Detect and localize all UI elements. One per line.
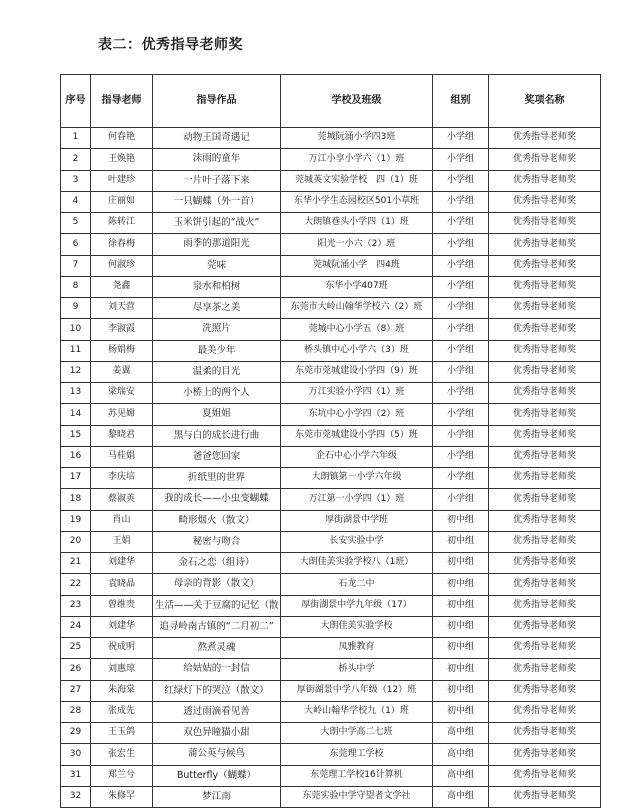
cell-teacher: 郑兰兮 <box>91 765 153 786</box>
cell-group: 小学组 <box>433 149 489 170</box>
cell-work: 追寻岭南古镇的“二月初二” <box>153 616 281 637</box>
cell-group: 初中组 <box>433 510 489 531</box>
cell-teacher: 朱海棠 <box>91 680 153 701</box>
table-row <box>61 170 601 191</box>
cell-teacher: 苏见嫦 <box>91 404 153 425</box>
cell-index: 1 <box>61 128 91 149</box>
cell-school: 东莞市莞城建设小学四（9）班 <box>281 361 433 382</box>
cell-teacher: 庄丽如 <box>91 191 153 212</box>
cell-teacher: 何春艳 <box>91 128 153 149</box>
cell-school: 阳光一小六（2）班 <box>281 234 433 255</box>
table-row <box>61 298 601 319</box>
cell-work: 给姑姑的一封信 <box>153 659 281 680</box>
cell-school: 厚街湖景中学八年级（12）班 <box>281 680 433 701</box>
cell-group: 初中组 <box>433 659 489 680</box>
cell-award: 优秀指导老师奖 <box>489 468 601 489</box>
cell-award: 优秀指导老师奖 <box>489 234 601 255</box>
cell-school: 东莞理工学校16计算机 <box>281 765 433 786</box>
cell-work: 梦江南 <box>153 786 281 807</box>
cell-teacher: 祝成明 <box>91 638 153 659</box>
cell-index: 18 <box>61 489 91 510</box>
cell-index: 30 <box>61 744 91 765</box>
cell-school: 厚街湖景中学班 <box>281 510 433 531</box>
cell-teacher: 张宏生 <box>91 744 153 765</box>
table-row <box>61 425 601 446</box>
cell-group: 初中组 <box>433 701 489 722</box>
cell-work: 玉米饼引起的“战火” <box>153 213 281 234</box>
table-row <box>61 489 601 510</box>
cell-teacher: 王焕艳 <box>91 149 153 170</box>
cell-school: 长安实验中学 <box>281 531 433 552</box>
cell-award: 优秀指导老师奖 <box>489 701 601 722</box>
cell-teacher: 蔡淑英 <box>91 489 153 510</box>
table-row <box>61 531 601 552</box>
cell-index: 17 <box>61 468 91 489</box>
cell-teacher: 王玉鸽 <box>91 723 153 744</box>
cell-teacher: 李淑霞 <box>91 319 153 340</box>
cell-work: 洗照片 <box>153 319 281 340</box>
header-award: 奖项名称 <box>489 75 601 128</box>
cell-school: 东坑中心小学四（2）班 <box>281 404 433 425</box>
cell-index: 16 <box>61 446 91 467</box>
cell-index: 29 <box>61 723 91 744</box>
cell-group: 小学组 <box>433 340 489 361</box>
cell-group: 高中组 <box>433 765 489 786</box>
cell-award: 优秀指导老师奖 <box>489 595 601 616</box>
cell-index: 21 <box>61 553 91 574</box>
cell-index: 4 <box>61 191 91 212</box>
cell-work: 一只蝴蝶（外一首） <box>153 191 281 212</box>
cell-index: 14 <box>61 404 91 425</box>
cell-group: 初中组 <box>433 553 489 574</box>
cell-work: 泉水和柏树 <box>153 276 281 297</box>
cell-school: 东莞市大岭山翰华学校六（2）班 <box>281 298 433 319</box>
cell-index: 19 <box>61 510 91 531</box>
cell-award: 优秀指导老师奖 <box>489 383 601 404</box>
cell-award: 优秀指导老师奖 <box>489 276 601 297</box>
cell-index: 3 <box>61 170 91 191</box>
cell-group: 初中组 <box>433 574 489 595</box>
cell-teacher: 袁晓晶 <box>91 574 153 595</box>
cell-group: 小学组 <box>433 213 489 234</box>
cell-school: 大朗佳美实验学校八（1班） <box>281 553 433 574</box>
cell-school: 大朗中学高二七班 <box>281 723 433 744</box>
cell-award: 优秀指导老师奖 <box>489 616 601 637</box>
cell-group: 小学组 <box>433 255 489 276</box>
table-row <box>61 701 601 722</box>
cell-work: 夏姐姐 <box>153 404 281 425</box>
cell-award: 优秀指导老师奖 <box>489 446 601 467</box>
cell-index: 32 <box>61 786 91 807</box>
cell-school: 大岭山翰华学校九（1）班 <box>281 701 433 722</box>
cell-award: 优秀指导老师奖 <box>489 659 601 680</box>
cell-group: 小学组 <box>433 404 489 425</box>
cell-work: 畸形烟火（散文） <box>153 510 281 531</box>
table-header-row <box>61 75 601 128</box>
table-row <box>61 234 601 255</box>
cell-index: 9 <box>61 298 91 319</box>
table-row <box>61 574 601 595</box>
header-work: 指导作品 <box>153 75 281 128</box>
cell-award: 优秀指导老师奖 <box>489 531 601 552</box>
table-row <box>61 638 601 659</box>
award-table <box>60 74 601 808</box>
table-row <box>61 553 601 574</box>
cell-school: 万江小享小学六（1）班 <box>281 149 433 170</box>
cell-group: 高中组 <box>433 786 489 807</box>
cell-work: 黑与白的成长进行曲 <box>153 425 281 446</box>
cell-school: 莞城阮涌小学四3班 <box>281 128 433 149</box>
table-row <box>61 595 601 616</box>
cell-award: 优秀指导老师奖 <box>489 170 601 191</box>
cell-school: 莞城中心小学五（8）班 <box>281 319 433 340</box>
cell-work: 生活——关于豆腐的记忆（散 <box>153 595 281 616</box>
cell-work: 金石之恋（组诗） <box>153 553 281 574</box>
cell-group: 小学组 <box>433 383 489 404</box>
table-row <box>61 723 601 744</box>
cell-group: 小学组 <box>433 446 489 467</box>
cell-teacher: 叶建珍 <box>91 170 153 191</box>
cell-work: 动物王国奇遇记 <box>153 128 281 149</box>
table-row <box>61 319 601 340</box>
cell-teacher: 陈转江 <box>91 213 153 234</box>
cell-group: 小学组 <box>433 191 489 212</box>
table-row <box>61 255 601 276</box>
cell-teacher: 曾维贵 <box>91 595 153 616</box>
cell-school: 桥头镇中心小学六（3）班 <box>281 340 433 361</box>
table-row <box>61 765 601 786</box>
cell-award: 优秀指导老师奖 <box>489 723 601 744</box>
cell-school: 东莞市莞城建设小学四（5）班 <box>281 425 433 446</box>
cell-school: 东华小学407班 <box>281 276 433 297</box>
cell-teacher: 李庆培 <box>91 468 153 489</box>
cell-index: 15 <box>61 425 91 446</box>
cell-work: 熬煮灵魂 <box>153 638 281 659</box>
cell-award: 优秀指导老师奖 <box>489 213 601 234</box>
cell-school: 大朗镇第一小学六年级 <box>281 468 433 489</box>
table-row <box>61 340 601 361</box>
table-row <box>61 276 601 297</box>
cell-index: 6 <box>61 234 91 255</box>
cell-index: 10 <box>61 319 91 340</box>
cell-work: 一片叶子落下来 <box>153 170 281 191</box>
cell-teacher: 杨娟梅 <box>91 340 153 361</box>
cell-work: 秘密与吻合 <box>153 531 281 552</box>
cell-group: 小学组 <box>433 234 489 255</box>
cell-school: 大朗佳美实验学校 <box>281 616 433 637</box>
cell-index: 27 <box>61 680 91 701</box>
header-teacher: 指导老师 <box>91 75 153 128</box>
cell-work: 温柔的目光 <box>153 361 281 382</box>
cell-teacher: 尧鑫 <box>91 276 153 297</box>
cell-award: 优秀指导老师奖 <box>489 128 601 149</box>
cell-index: 12 <box>61 361 91 382</box>
cell-work: 透过雨滴看见善 <box>153 701 281 722</box>
cell-group: 小学组 <box>433 361 489 382</box>
cell-index: 28 <box>61 701 91 722</box>
header-index: 序号 <box>61 75 91 128</box>
table-row <box>61 786 601 807</box>
cell-award: 优秀指导老师奖 <box>489 553 601 574</box>
cell-index: 31 <box>61 765 91 786</box>
cell-teacher: 张成先 <box>91 701 153 722</box>
cell-work: 莞味 <box>153 255 281 276</box>
table-row <box>61 446 601 467</box>
cell-teacher: 王娟 <box>91 531 153 552</box>
cell-work: 蒲公英与候鸟 <box>153 744 281 765</box>
cell-index: 5 <box>61 213 91 234</box>
table-row <box>61 149 601 170</box>
cell-group: 小学组 <box>433 128 489 149</box>
cell-teacher: 刘惠琼 <box>91 659 153 680</box>
table-row <box>61 616 601 637</box>
cell-work: 双色异瞳猫小甜 <box>153 723 281 744</box>
cell-award: 优秀指导老师奖 <box>489 149 601 170</box>
cell-work: 母亲的背影（散文） <box>153 574 281 595</box>
cell-work: Butterfly（蝴蝶） <box>153 765 281 786</box>
cell-school: 东莞理工学校 <box>281 744 433 765</box>
table-row <box>61 404 601 425</box>
table-row <box>61 659 601 680</box>
cell-group: 初中组 <box>433 595 489 616</box>
cell-group: 初中组 <box>433 638 489 659</box>
cell-school: 莞城英文实验学校 四（1）班 <box>281 170 433 191</box>
page-title: 表二：优秀指导老师奖 <box>98 37 243 53</box>
cell-teacher: 肖山 <box>91 510 153 531</box>
cell-school: 凤雅教育 <box>281 638 433 659</box>
cell-work: 红绿灯下的哭泣（散文） <box>153 680 281 701</box>
cell-index: 20 <box>61 531 91 552</box>
cell-index: 2 <box>61 149 91 170</box>
cell-teacher: 姜翼 <box>91 361 153 382</box>
cell-group: 小学组 <box>433 298 489 319</box>
cell-award: 优秀指导老师奖 <box>489 425 601 446</box>
cell-work: 雨季的那道阳光 <box>153 234 281 255</box>
cell-award: 优秀指导老师奖 <box>489 680 601 701</box>
cell-teacher: 刘建华 <box>91 616 153 637</box>
cell-group: 小学组 <box>433 468 489 489</box>
cell-award: 优秀指导老师奖 <box>489 340 601 361</box>
cell-group: 初中组 <box>433 616 489 637</box>
cell-index: 23 <box>61 595 91 616</box>
table-row <box>61 383 601 404</box>
cell-school: 厚街湖景中学九年级（17） <box>281 595 433 616</box>
cell-teacher: 刘建华 <box>91 553 153 574</box>
cell-work: 沫雨的童年 <box>153 149 281 170</box>
cell-teacher: 梁瑞安 <box>91 383 153 404</box>
cell-school: 石龙二中 <box>281 574 433 595</box>
table-row <box>61 510 601 531</box>
cell-teacher: 黎晓君 <box>91 425 153 446</box>
cell-work: 小桥上的两个人 <box>153 383 281 404</box>
table-row <box>61 361 601 382</box>
cell-group: 小学组 <box>433 319 489 340</box>
cell-work: 最美少年 <box>153 340 281 361</box>
cell-group: 初中组 <box>433 531 489 552</box>
cell-group: 小学组 <box>433 276 489 297</box>
cell-work: 爸爸您回家 <box>153 446 281 467</box>
cell-school: 万江第一小学四（1）班 <box>281 489 433 510</box>
table-row <box>61 191 601 212</box>
cell-group: 高中组 <box>433 744 489 765</box>
cell-award: 优秀指导老师奖 <box>489 638 601 659</box>
cell-award: 优秀指导老师奖 <box>489 191 601 212</box>
cell-index: 11 <box>61 340 91 361</box>
cell-group: 小学组 <box>433 489 489 510</box>
cell-teacher: 朱修罕 <box>91 786 153 807</box>
cell-index: 13 <box>61 383 91 404</box>
header-school: 学校及班级 <box>281 75 433 128</box>
cell-school: 桥头中学 <box>281 659 433 680</box>
cell-teacher: 刘天营 <box>91 298 153 319</box>
cell-school: 东莞实验中学守望者文学社 <box>281 786 433 807</box>
cell-award: 优秀指导老师奖 <box>489 361 601 382</box>
cell-school: 莞城阮涌小学 四4班 <box>281 255 433 276</box>
table-row <box>61 213 601 234</box>
cell-award: 优秀指导老师奖 <box>489 510 601 531</box>
cell-work: 尽享茶之美 <box>153 298 281 319</box>
cell-award: 优秀指导老师奖 <box>489 319 601 340</box>
cell-award: 优秀指导老师奖 <box>489 298 601 319</box>
cell-award: 优秀指导老师奖 <box>489 404 601 425</box>
cell-index: 7 <box>61 255 91 276</box>
cell-award: 优秀指导老师奖 <box>489 765 601 786</box>
cell-index: 22 <box>61 574 91 595</box>
cell-school: 企石中心小学六年级 <box>281 446 433 467</box>
cell-group: 高中组 <box>433 723 489 744</box>
cell-teacher: 何淑珍 <box>91 255 153 276</box>
cell-index: 25 <box>61 638 91 659</box>
cell-school: 万江实验小学四（1）班 <box>281 383 433 404</box>
cell-school: 东华小学生态园校区501小草班 <box>281 191 433 212</box>
table-row <box>61 744 601 765</box>
cell-teacher: 马桂娟 <box>91 446 153 467</box>
cell-index: 24 <box>61 616 91 637</box>
cell-award: 优秀指导老师奖 <box>489 786 601 807</box>
table-row <box>61 468 601 489</box>
cell-teacher: 徐春梅 <box>91 234 153 255</box>
cell-award: 优秀指导老师奖 <box>489 574 601 595</box>
cell-group: 初中组 <box>433 680 489 701</box>
table-row <box>61 128 601 149</box>
cell-work: 折纸里的世界 <box>153 468 281 489</box>
cell-school: 大朗镇巷头小学四（1）班 <box>281 213 433 234</box>
header-group: 组别 <box>433 75 489 128</box>
cell-group: 小学组 <box>433 170 489 191</box>
cell-award: 优秀指导老师奖 <box>489 489 601 510</box>
cell-index: 26 <box>61 659 91 680</box>
cell-index: 8 <box>61 276 91 297</box>
cell-group: 小学组 <box>433 425 489 446</box>
cell-award: 优秀指导老师奖 <box>489 255 601 276</box>
cell-award: 优秀指导老师奖 <box>489 744 601 765</box>
table-row <box>61 680 601 701</box>
cell-work: 我的成长——小虫变蝴蝶 <box>153 489 281 510</box>
